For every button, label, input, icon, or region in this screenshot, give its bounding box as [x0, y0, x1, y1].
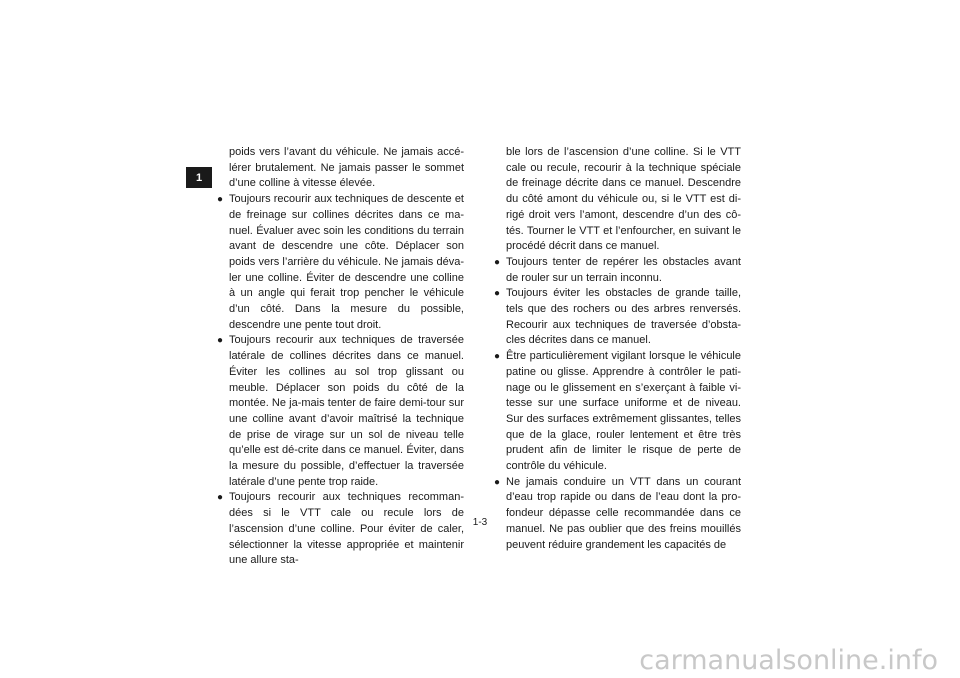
watermark: carmanualsonline.info	[639, 645, 938, 676]
bullet-dot-icon: ●	[494, 288, 501, 300]
bullet-text: Toujours recourir aux techniques recomman-dées si le VTT cale ou recule lors de l’ascension d’une colline. Pour éviter de caler, sélectionner la vitesse appropriée et maintenir une allure sta-	[229, 491, 464, 567]
page-number: 1-3	[472, 517, 488, 528]
bullet-dot-icon: ●	[217, 194, 224, 206]
bullet-item	[494, 255, 741, 286]
bullet-text: Être particulièrement vigilant lorsque le véhicule patine ou glisse. Apprendre à contrôler le pati-nage ou le glissement en s’exerçant à faible vi-tesse sur une surface uniforme et de niveau. Sur des surfaces extrêmement glissantes, telles que de la glace, rouler lentement et être très prudent afin de limiter le risque de perte de contrôle du véhicule.	[506, 350, 741, 473]
bullet-dot-icon: ●	[494, 256, 501, 268]
bullet-text: Toujours recourir aux techniques de descente et de freinage sur collines décrites dans ce ma-nuel. Évaluer avec soin les conditions du terrain avant de descendre une côte. Déplacer son poids vers l’arrière du véhicule. Ne jamais déva-ler une colline. Éviter de descendre une colline à un angle qui ferait trop pencher le véhicule d’un côté. Dans la mesure du possible, descendre une pente tout droit.	[229, 193, 464, 331]
right-continuation-text: ble lors de l’ascension d’une colline. Si le VTT cale ou recule, recourir à la technique spéciale de freinage décrite dans ce manuel. Descendre du côté amont du véhicule ou, si le VTT est di-rigé droit vers l’amont, descendre d’un des cô-tés. Tourner le VTT et l’enfourcher, en suivant le procédé décrit dans ce manuel.	[506, 146, 741, 253]
bullet-item	[494, 286, 741, 349]
bullet-item	[217, 333, 464, 490]
bullet-item	[217, 490, 464, 569]
right-column	[494, 145, 741, 553]
left-continuation-text: poids vers l’avant du véhicule. Ne jamais accé-lérer brutalement. Ne jamais passer le sommet d’une colline à vitesse élevée.	[229, 146, 464, 190]
bullet-text: Toujours éviter les obstacles de grande taille, tels que des rochers ou des arbres renversés. Recourir aux techniques de traversée d’obsta-cles décrites dans ce manuel.	[506, 287, 741, 347]
bullet-text: Toujours recourir aux techniques de traversée latérale de collines décrites dans ce manuel. Éviter les collines au sol trop glissant ou meuble. Déplacer son poids du côté de la montée. Ne ja-mais tenter de faire demi-tour sur une colline avant d’avoir maîtrisé la technique de prise de virage sur un sol de niveau telle qu’elle est dé-crite dans ce manuel. Éviter, dans la mesure du possible, d’effectuer la traversée latérale d’une pente trop raide.	[229, 334, 464, 488]
bullet-dot-icon: ●	[494, 351, 501, 363]
left-column	[217, 145, 464, 569]
bullet-item	[217, 192, 464, 333]
bullet-dot-icon: ●	[217, 335, 224, 347]
chapter-tab: 1	[186, 167, 212, 188]
bullet-text: Ne jamais conduire un VTT dans un courant d’eau trop rapide ou dans de l’eau dont la pro-fondeur dépasse celle recommandée dans ce manuel. Ne pas oublier que des freins mouillés peuvent réduire grandement les capacités de	[506, 475, 741, 551]
bullet-text: Toujours tenter de repérer les obstacles avant de rouler sur un terrain inconnu.	[506, 255, 741, 284]
bullet-item	[494, 475, 741, 554]
bullet-dot-icon: ●	[494, 476, 501, 488]
bullet-item	[494, 349, 741, 475]
bullet-dot-icon: ●	[217, 492, 224, 504]
